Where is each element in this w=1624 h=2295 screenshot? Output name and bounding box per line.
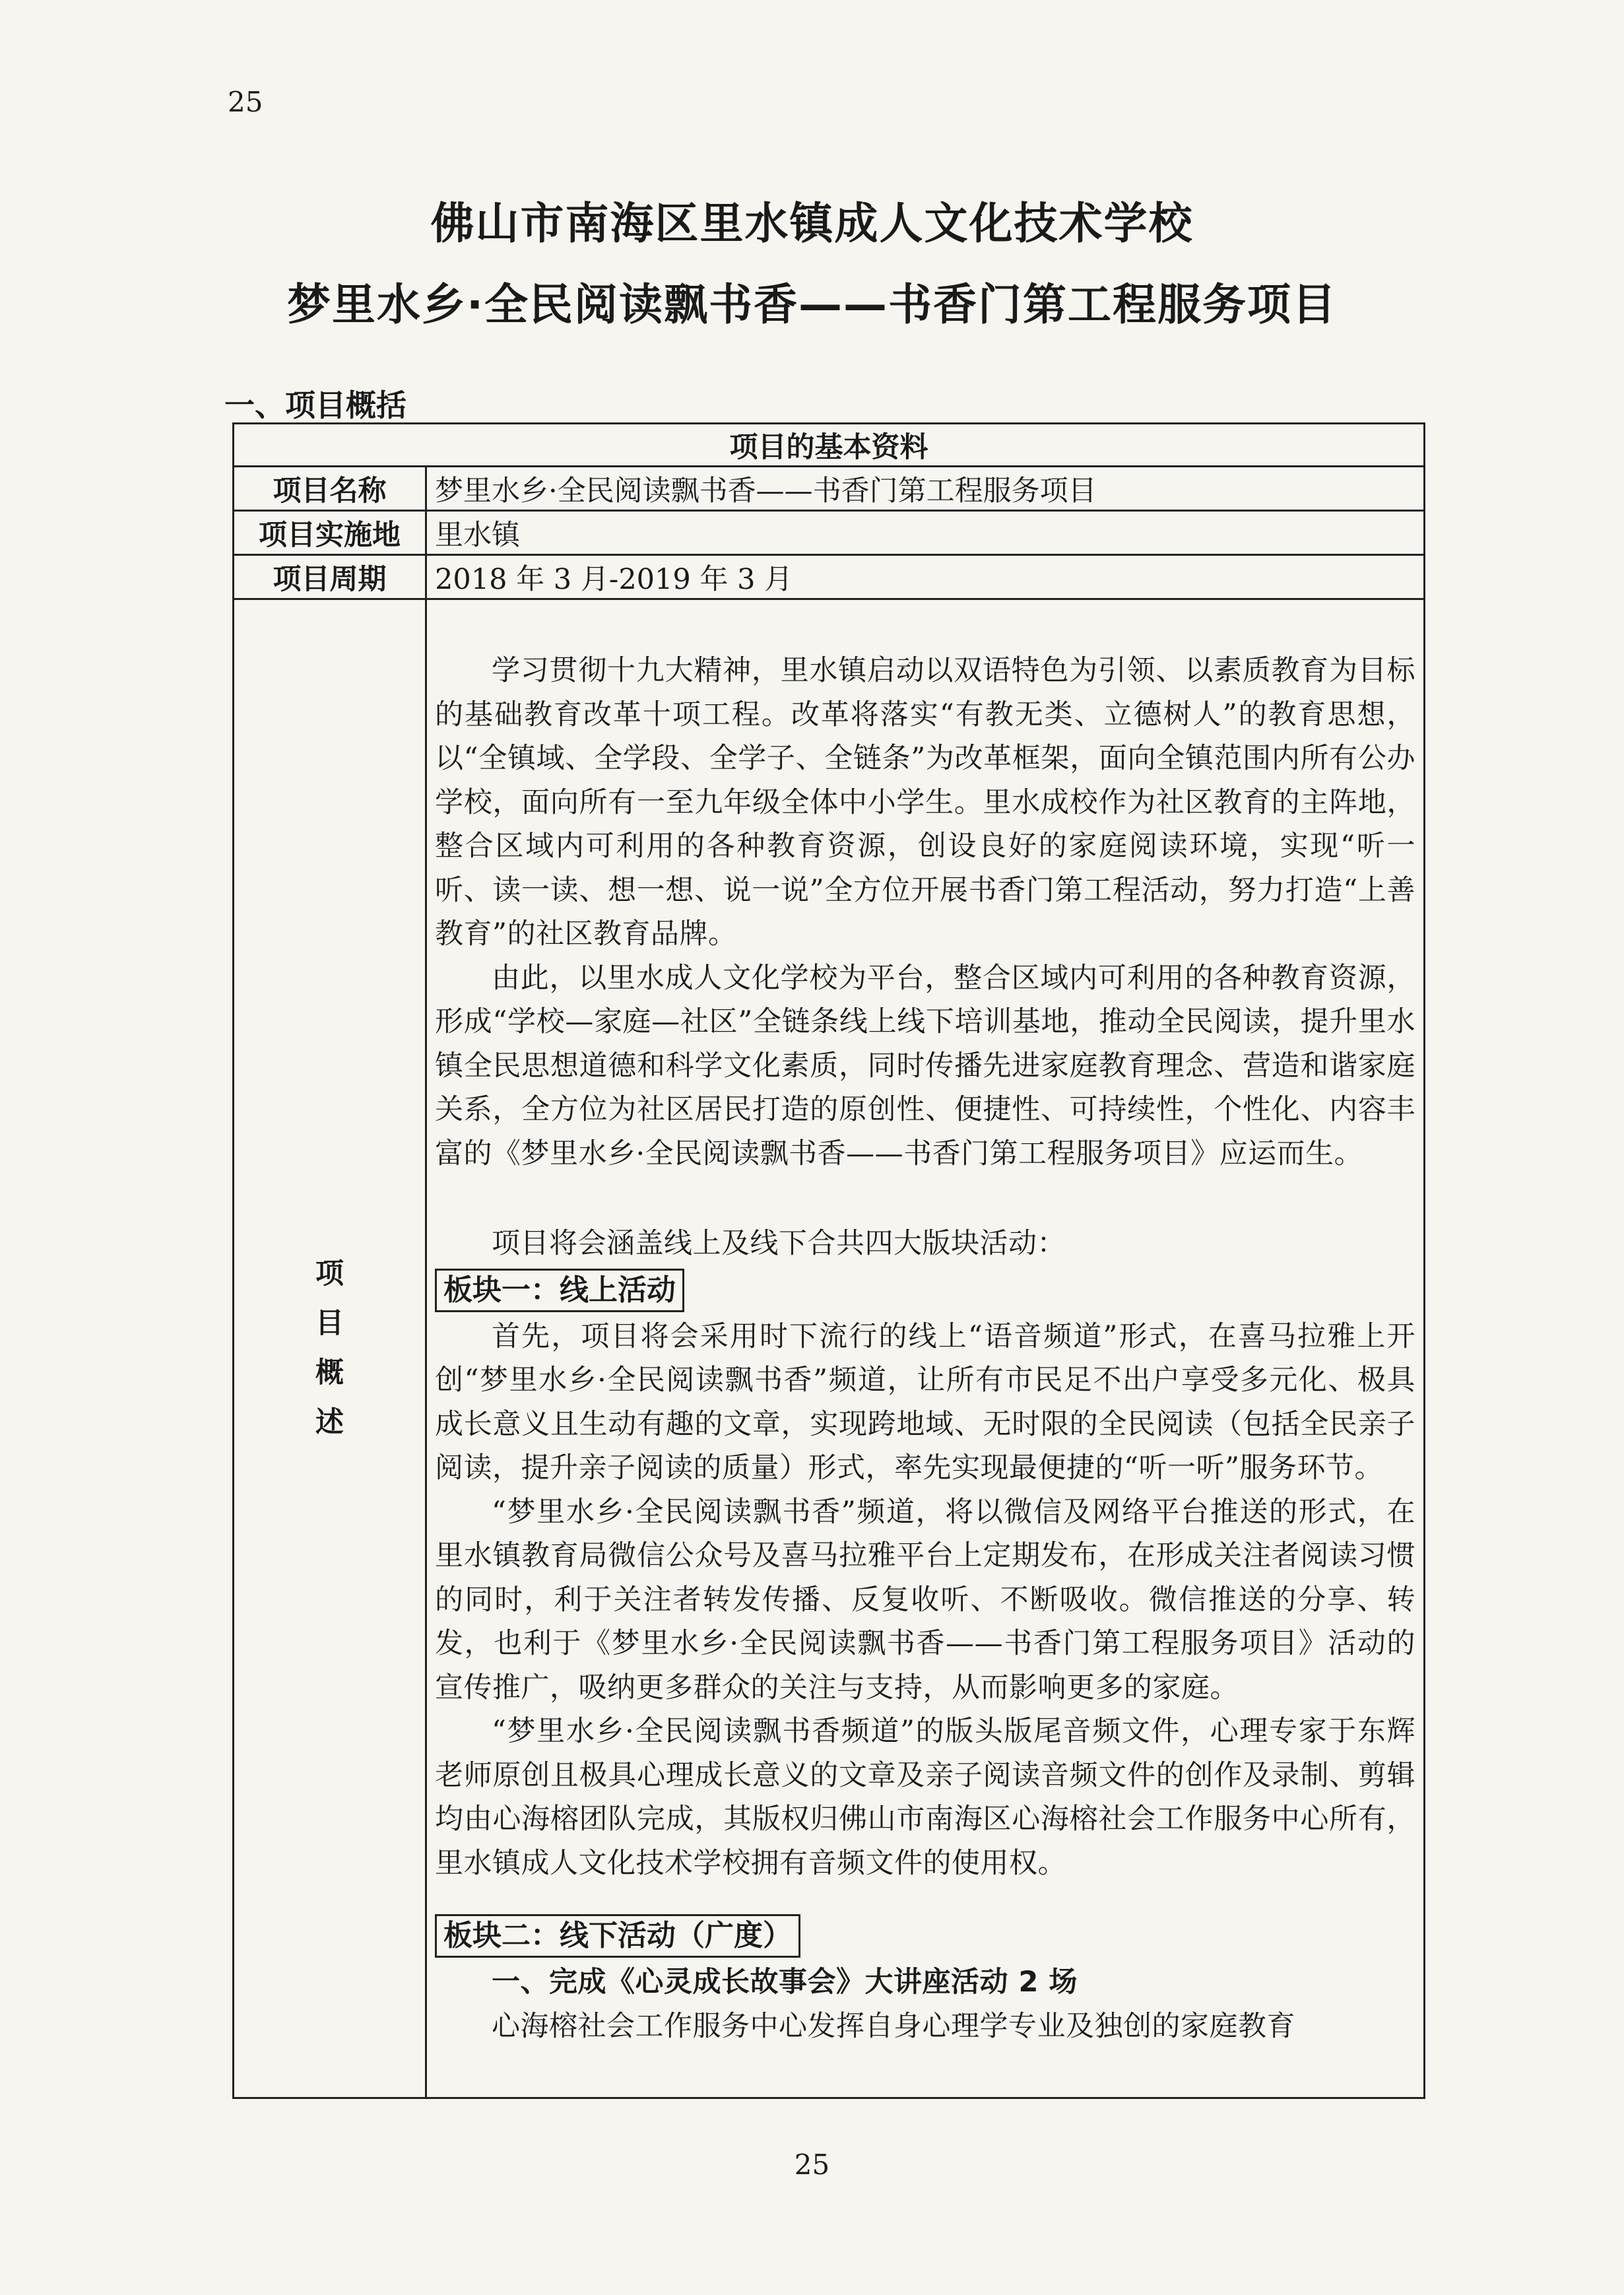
table-row <box>234 555 1425 599</box>
document-title-line1: 佛山市南海区里水镇成人文化技术学校 <box>430 198 1194 249</box>
section-heading: 一、项目概括 <box>224 387 406 423</box>
paragraph: 项目将会涵盖线上及线下合共四大版块活动： <box>492 1227 1066 1260</box>
table-row <box>234 467 1425 511</box>
overview-label-char: 概 <box>315 1356 344 1389</box>
document-title-line2: 梦里水乡·全民阅读飘书香——书香门第工程服务项目 <box>286 279 1338 330</box>
page-number-top: 25 <box>228 86 263 118</box>
overview-label-char: 目 <box>315 1307 344 1340</box>
block-heading-offline: 板块二：线下活动（广度） <box>435 1914 800 1958</box>
paragraph: 首先，项目将会采用时下流行的线上“语音频道”形式，在喜马拉雅上开创“梦里水乡·全民阅读飘书香”频道，让所有市民足不出户享受多元化、极具成长意义且生动有趣的文章，实现跨地域、无时限的全民阅读（包括全民亲子阅读，提升亲子阅读的质量）形式，率先实现最便捷的“听一听”服务环节。 <box>435 1319 1415 1484</box>
page-number-bottom: 25 <box>794 2148 830 2181</box>
paragraph: “梦里水乡·全民阅读飘书香频道”的版头版尾音频文件，心理专家于东辉老师原创且极具心理成长意义的文章及亲子阅读音频文件的创作及录制、剪辑均由心海榕团队完成，其版权归佛山市南海区心海榕社会工作服务中心所有，里水镇成人文化技术学校拥有音频文件的使用权。 <box>435 1715 1415 1880</box>
row-value-project-name: 梦里水乡·全民阅读飘书香——书香门第工程服务项目 <box>426 467 1425 511</box>
sub-heading: 一、完成《心灵成长故事会》大讲座活动 2 场 <box>492 1966 1078 1999</box>
row-value-location: 里水镇 <box>426 511 1425 555</box>
paragraph: 心海榕社会工作服务中心发挥自身心理学专业及独创的家庭教育 <box>492 2009 1295 2043</box>
table-header-row <box>234 424 1425 467</box>
overview-row <box>234 599 1425 2098</box>
paragraph: 学习贯彻十九大精神，里水镇启动以双语特色为引领、以素质教育为目标的基础教育改革十项工程。改革将落实“有教无类、立德树人”的教育思想，以“全镇域、全学段、全学子、全链条”为改革框架，面向全镇范围内所有公办学校，面向所有一至九年级全体中小学生。里水成校作为社区教育的主阵地，整合区域内可利用的各种教育资源，创设良好的家庭阅读环境，实现“听一听、读一读、想一想、说一说”全方位开展书香门第工程活动，努力打造“上善教育”的社区教育品牌。 <box>435 654 1415 950</box>
overview-content <box>426 599 1425 2098</box>
row-value-period: 2018 年 3 月-2019 年 3 月 <box>426 555 1425 599</box>
overview-label <box>234 599 426 2098</box>
table-header: 项目的基本资料 <box>234 424 1425 467</box>
paragraph: “梦里水乡·全民阅读飘书香”频道，将以微信及网络平台推送的形式，在里水镇教育局微信公众号及喜马拉雅平台上定期发布，在形成关注者阅读习惯的同时，利于关注者转发传播、反复收听、不断吸收。微信推送的分享、转发，也利于《梦里水乡·全民阅读飘书香——书香门第工程服务项目》活动的宣传推广，吸纳更多群众的关注与支持，从而影响更多的家庭。 <box>435 1495 1415 1704</box>
table-row <box>234 511 1425 555</box>
project-info-table <box>232 422 1425 2099</box>
block-heading-online: 板块一：线上活动 <box>435 1269 684 1312</box>
row-label-location: 项目实施地 <box>234 511 426 555</box>
row-label-period: 项目周期 <box>234 555 426 599</box>
overview-label-char: 项 <box>315 1257 344 1290</box>
paragraph: 由此，以里水成人文化学校为平台，整合区域内可利用的各种教育资源，形成“学校—家庭—社区”全链条线上线下培训基地，推动全民阅读，提升里水镇全民思想道德和科学文化素质，同时传播先进家庭教育理念、营造和谐家庭关系，全方位为社区居民打造的原创性、便捷性、可持续性，个性化、内容丰富的《梦里水乡·全民阅读飘书香——书香门第工程服务项目》应运而生。 <box>435 961 1415 1170</box>
row-label-project-name: 项目名称 <box>234 467 426 511</box>
overview-label-char: 述 <box>315 1406 344 1439</box>
